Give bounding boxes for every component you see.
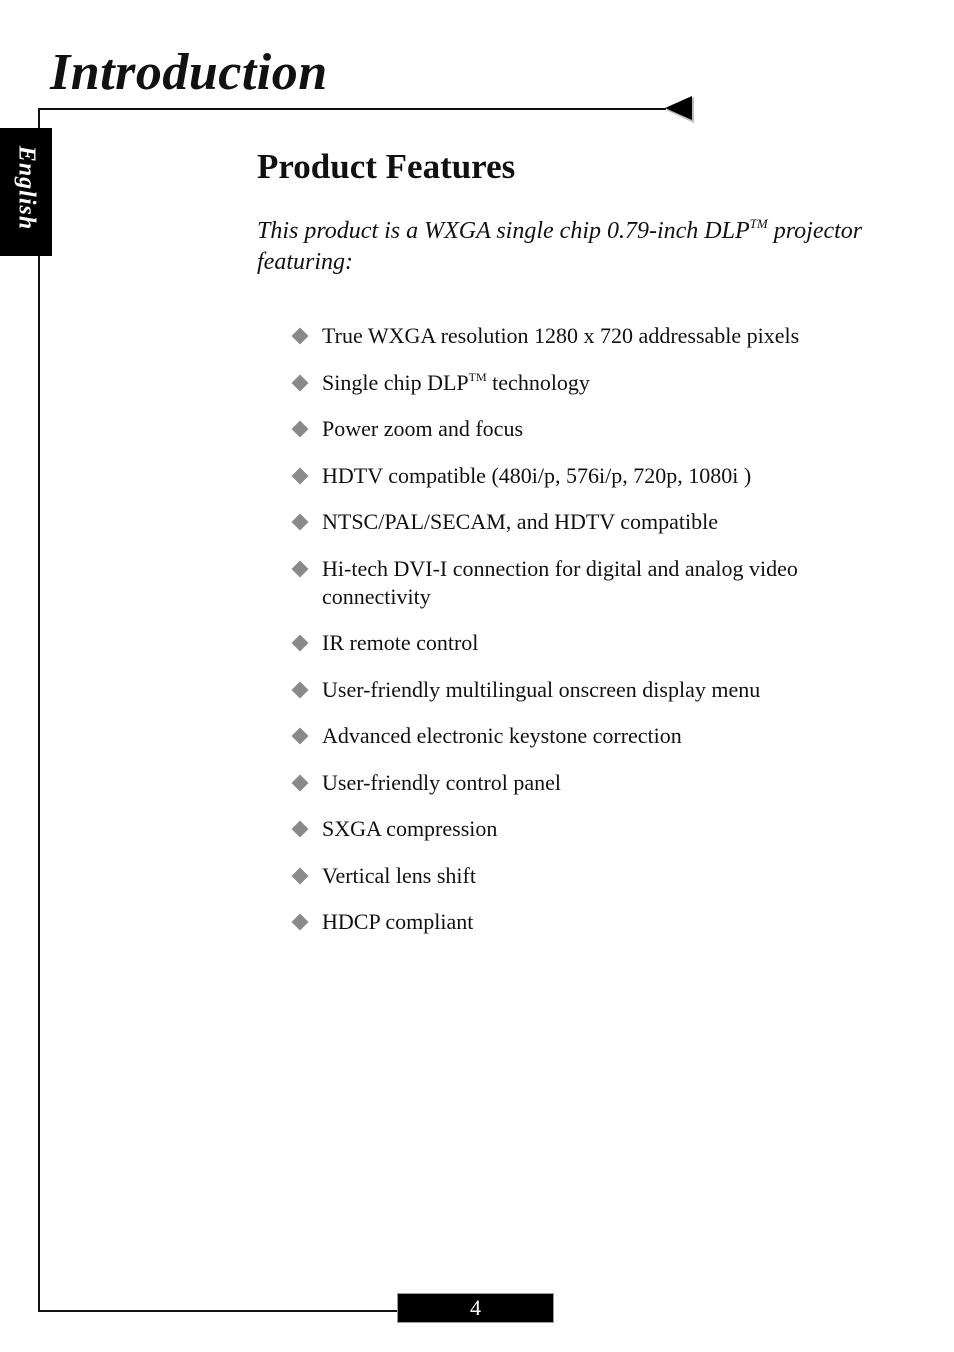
feature-text: True WXGA resolution 1280 x 720 addressable pixels [322,323,800,348]
footer-rule [38,1310,398,1312]
header-rule [38,108,666,110]
feature-item [290,722,880,750]
feature-item [290,629,880,657]
feature-item [290,676,880,704]
triangle-left-arrow-icon [664,95,696,125]
feature-text-end: technology [486,369,590,395]
diamond-bullet-icon [292,560,309,577]
feature-item [290,322,880,350]
diamond-bullet-icon [292,328,309,345]
diamond-bullet-icon [292,467,309,484]
intro-text-start: This product is a WXGA single chip 0.79-inch DLP [257,218,750,244]
diamond-bullet-icon [292,681,309,698]
feature-text: Advanced electronic keystone correction [322,723,682,748]
diamond-bullet-icon [292,421,309,438]
feature-text: SXGA compression [322,816,498,841]
language-tab [0,128,52,256]
language-tab-label: English [13,145,40,231]
trademark-mark: TM [468,369,487,384]
diamond-bullet-icon [292,867,309,884]
feature-item [290,369,880,397]
feature-item [290,769,880,797]
feature-item [290,862,880,890]
diamond-bullet-icon [292,635,309,652]
feature-text: Hi-tech DVI-I connection for digital and analog video connectivity [322,555,798,609]
feature-text: IR remote control [322,630,479,655]
diamond-bullet-icon [292,728,309,745]
diamond-bullet-icon [292,774,309,791]
feature-text: HDCP compliant [322,909,474,934]
feature-text: HDTV compatible (480i/p, 576i/p, 720p, 1080i ) [322,462,752,488]
feature-text: User-friendly control panel [322,769,562,795]
feature-text: Single chip DLP [322,369,469,395]
left-margin-rule [38,108,40,1312]
feature-list [290,322,880,955]
diamond-bullet-icon [292,514,309,531]
intro-paragraph [257,216,877,278]
feature-item [290,415,880,443]
page-number: 4 [397,1293,554,1323]
feature-text: Power zoom and focus [322,416,524,441]
feature-item [290,908,880,936]
feature-item [290,555,880,611]
feature-item [290,508,880,536]
feature-text: NTSC/PAL/SECAM, and HDTV compatible [322,509,719,534]
feature-text: User-friendly multilingual onscreen display menu [322,676,761,702]
trademark-mark: TM [749,216,768,231]
intro-text-end: projector featuring: [257,218,863,275]
section-heading: Product Features [257,147,516,186]
chapter-title: Introduction [50,44,328,101]
feature-item [290,462,880,490]
diamond-bullet-icon [292,914,309,931]
diamond-bullet-icon [292,374,309,391]
feature-item [290,815,880,843]
feature-text: Vertical lens shift [322,862,476,888]
diamond-bullet-icon [292,821,309,838]
